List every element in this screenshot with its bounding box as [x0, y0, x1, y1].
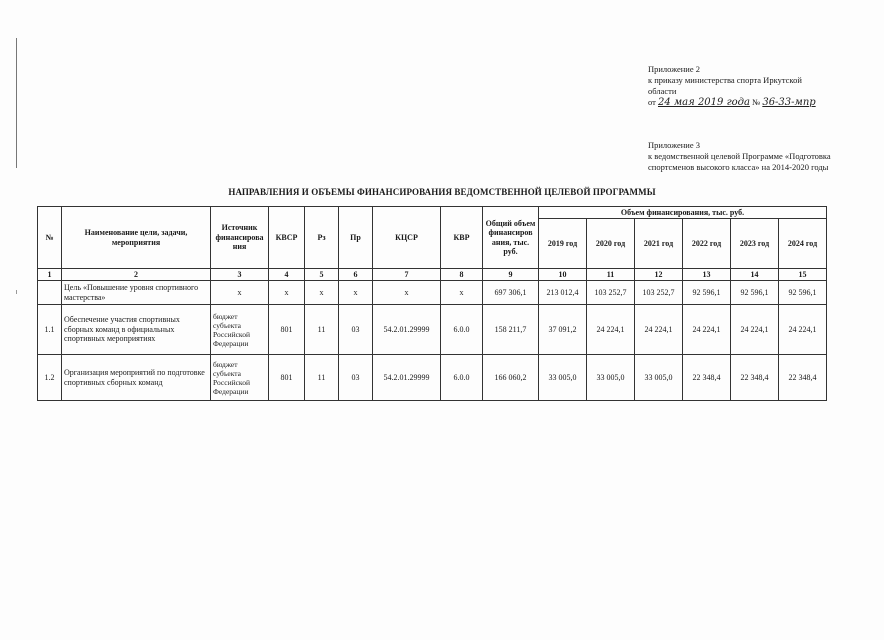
number-prefix: №: [752, 97, 761, 107]
table-row: [38, 305, 827, 355]
header-kvr: КВР: [441, 207, 483, 269]
row-kcsr: 54.2.01.29999: [373, 355, 441, 401]
row-pr: x: [339, 281, 373, 305]
row-source: бюджет субъекта Российской Федерации: [211, 305, 269, 355]
col-number: 5: [305, 269, 339, 281]
appendix-3-block: [648, 140, 831, 173]
row-name: Обеспечение участия спортивных сборных команд в официальных спортивных мероприятиях: [62, 305, 211, 355]
col-number: 13: [683, 269, 731, 281]
header-financing-group: Объем финансирования, тыс. руб.: [539, 207, 827, 219]
row-year-value: 33 005,0: [587, 355, 635, 401]
handwritten-date: 24 мая 2019 года: [657, 97, 750, 108]
scan-mark: [16, 290, 17, 294]
row-rz: x: [305, 281, 339, 305]
row-name: Цель «Повышение уровня спортивного мастерства»: [62, 281, 211, 305]
col-number: 1: [38, 269, 62, 281]
row-total: 697 306,1: [483, 281, 539, 305]
appendix-2-line3: области: [648, 86, 677, 96]
row-num: 1.1: [38, 305, 62, 355]
row-year-value: 103 252,7: [587, 281, 635, 305]
column-number-row: [38, 269, 827, 281]
row-source: x: [211, 281, 269, 305]
row-pr: 03: [339, 305, 373, 355]
row-year-value: 33 005,0: [539, 355, 587, 401]
row-year-value: 24 224,1: [731, 305, 779, 355]
appendix-2-title: Приложение 2: [648, 64, 700, 74]
col-number: 6: [339, 269, 373, 281]
header-year: 2023 год: [731, 219, 779, 269]
col-number: 8: [441, 269, 483, 281]
col-number: 3: [211, 269, 269, 281]
row-year-value: 22 348,4: [731, 355, 779, 401]
header-year: 2024 год: [779, 219, 827, 269]
row-year-value: 213 012,4: [539, 281, 587, 305]
row-rz: 11: [305, 355, 339, 401]
row-kvr: 6.0.0: [441, 355, 483, 401]
col-number: 4: [269, 269, 305, 281]
appendix-2-line2: к приказу министерства спорта Иркутской: [648, 75, 802, 85]
col-number: 10: [539, 269, 587, 281]
row-kvr: x: [441, 281, 483, 305]
row-year-value: 33 005,0: [635, 355, 683, 401]
scan-edge-line: [16, 38, 17, 168]
row-year-value: 22 348,4: [683, 355, 731, 401]
header-year: 2020 год: [587, 219, 635, 269]
row-num: 1.2: [38, 355, 62, 401]
date-prefix: от: [648, 97, 656, 107]
header-kcsr: КЦСР: [373, 207, 441, 269]
header-rz: Рз: [305, 207, 339, 269]
header-source: Источник финансирова ния: [211, 207, 269, 269]
header-name: Наименование цели, задачи, мероприятия: [62, 207, 211, 269]
appendix-2-block: [648, 64, 816, 108]
row-kcsr: x: [373, 281, 441, 305]
row-kvr: 6.0.0: [441, 305, 483, 355]
appendix-3-line2: к ведомственной целевой Программе «Подготовка: [648, 151, 831, 161]
handwritten-number: 36-33-мпр: [762, 97, 816, 108]
row-year-value: 24 224,1: [779, 305, 827, 355]
row-year-value: 24 224,1: [635, 305, 683, 355]
col-number: 11: [587, 269, 635, 281]
table-row: [38, 355, 827, 401]
appendix-3-line3: спортсменов высокого класса» на 2014-2020 годы: [648, 162, 829, 172]
col-number: 9: [483, 269, 539, 281]
col-number: 15: [779, 269, 827, 281]
row-rz: 11: [305, 305, 339, 355]
row-year-value: 92 596,1: [683, 281, 731, 305]
row-kvsr: x: [269, 281, 305, 305]
table-row: [38, 281, 827, 305]
row-year-value: 92 596,1: [731, 281, 779, 305]
financing-table: [37, 206, 827, 401]
header-total: Общий объем финансиров ания, тыс. руб.: [483, 207, 539, 269]
header-year: 2019 год: [539, 219, 587, 269]
row-kvsr: 801: [269, 355, 305, 401]
row-source: бюджет субъекта Российской Федерации: [211, 355, 269, 401]
row-total: 166 060,2: [483, 355, 539, 401]
header-num: №: [38, 207, 62, 269]
document-title: НАПРАВЛЕНИЯ И ОБЪЕМЫ ФИНАНСИРОВАНИЯ ВЕДОМСТВЕННОЙ ЦЕЛЕВОЙ ПРОГРАММЫ: [228, 187, 656, 197]
row-kcsr: 54.2.01.29999: [373, 305, 441, 355]
header-kvsr: КВСР: [269, 207, 305, 269]
col-number: 12: [635, 269, 683, 281]
row-year-value: 24 224,1: [587, 305, 635, 355]
col-number: 14: [731, 269, 779, 281]
header-year: 2021 год: [635, 219, 683, 269]
appendix-3-title: Приложение 3: [648, 140, 700, 150]
row-year-value: 37 091,2: [539, 305, 587, 355]
appendix-2-date-line: [648, 97, 816, 108]
col-number: 2: [62, 269, 211, 281]
row-year-value: 24 224,1: [683, 305, 731, 355]
row-total: 158 211,7: [483, 305, 539, 355]
row-name: Организация мероприятий по подготовке спортивных сборных команд: [62, 355, 211, 401]
row-pr: 03: [339, 355, 373, 401]
row-kvsr: 801: [269, 305, 305, 355]
header-year: 2022 год: [683, 219, 731, 269]
row-year-value: 103 252,7: [635, 281, 683, 305]
row-num: [38, 281, 62, 305]
row-year-value: 22 348,4: [779, 355, 827, 401]
row-year-value: 92 596,1: [779, 281, 827, 305]
col-number: 7: [373, 269, 441, 281]
header-pr: Пр: [339, 207, 373, 269]
